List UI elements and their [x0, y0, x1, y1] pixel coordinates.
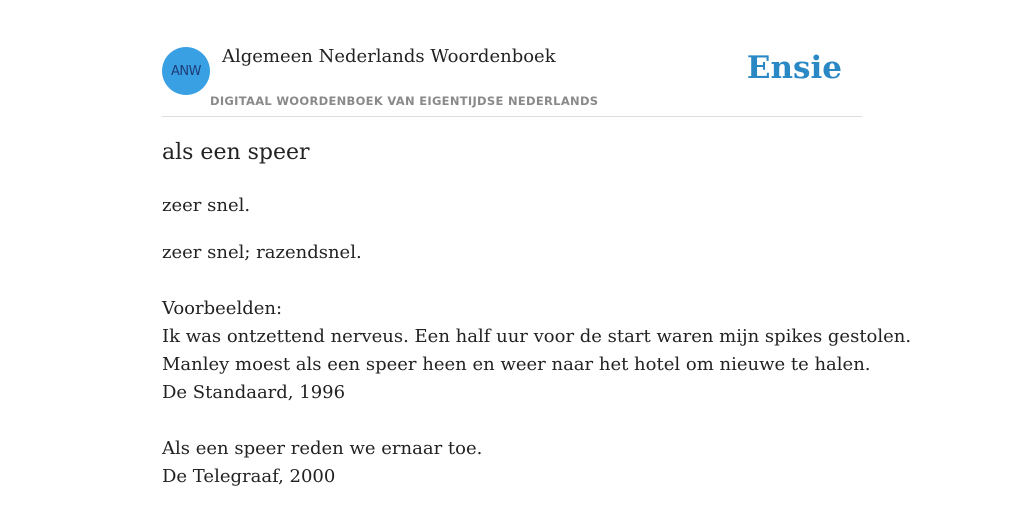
examples-heading: Voorbeelden: — [162, 298, 283, 319]
logo-text: ANW — [171, 63, 201, 79]
anw-logo[interactable] — [162, 47, 210, 95]
example-line: Ik was ontzettend nerveus. Een half uur voor de start waren mijn spikes gestolen. — [162, 326, 912, 347]
site-header — [162, 0, 862, 117]
example-line: Manley moest als een speer heen en weer naar het hotel om nieuwe te halen. — [162, 354, 871, 375]
site-title[interactable]: Algemeen Nederlands Woordenboek — [222, 46, 556, 67]
example-source: De Standaard, 1996 — [162, 382, 346, 403]
ensie-brand-link[interactable]: Ensie — [746, 50, 842, 86]
example-source: De Telegraaf, 2000 — [162, 466, 336, 487]
site-subtitle: DIGITAAL WOORDENBOEK VAN EIGENTIJDSE NEDERLANDS — [210, 94, 599, 108]
example-line: Als een speer reden we ernaar toe. — [162, 438, 483, 459]
entry-definition-long: zeer snel; razendsnel. — [162, 242, 362, 263]
entry-term: als een speer — [162, 140, 310, 165]
entry-definition: zeer snel. — [162, 195, 251, 216]
